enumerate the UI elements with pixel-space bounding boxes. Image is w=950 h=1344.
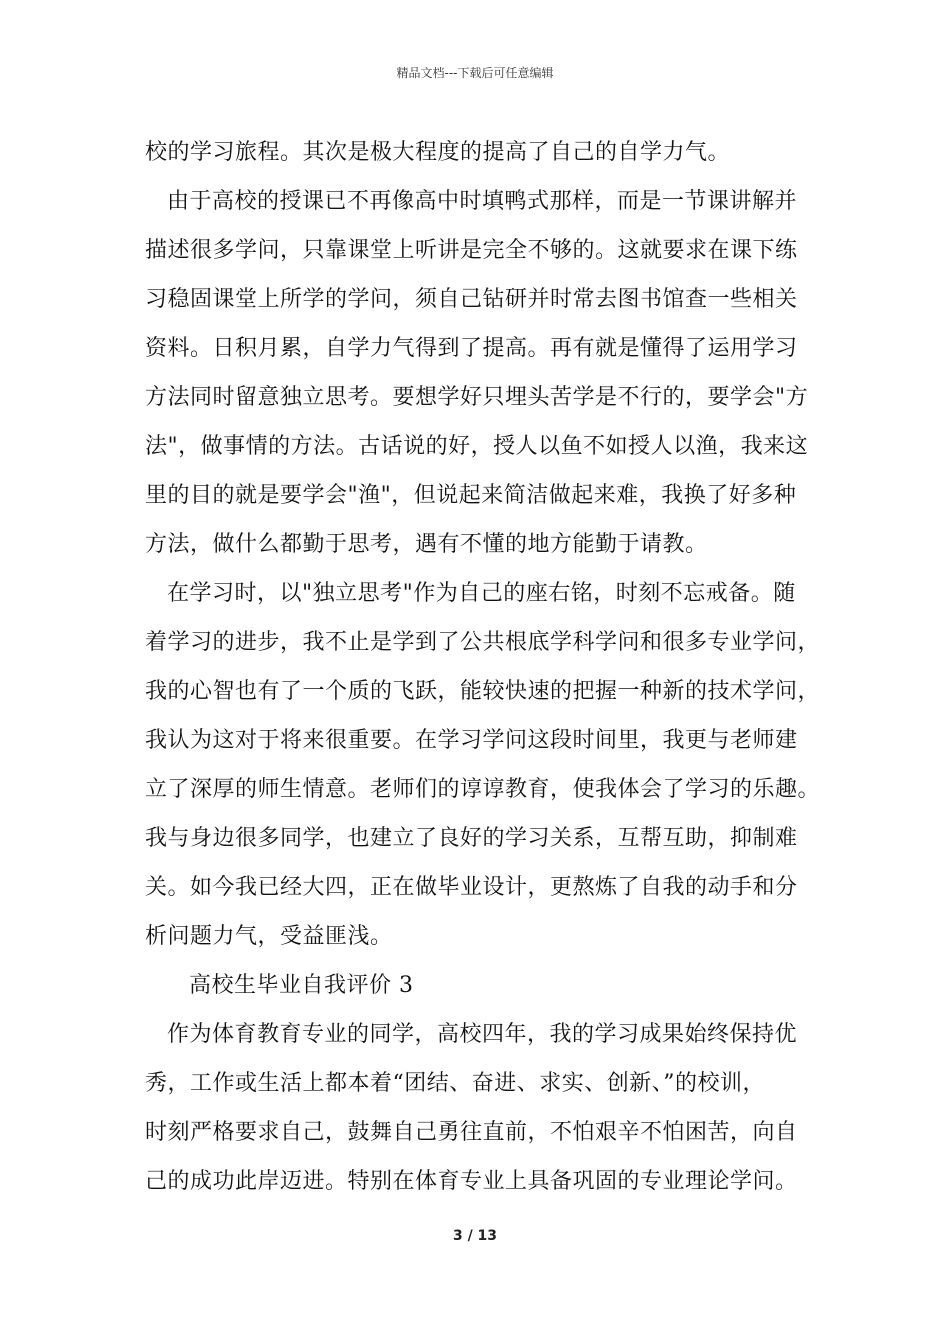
text-line: 由于高校的授课已不再像高中时填鸭式那样，而是一节课讲解并 [167,189,798,214]
text-line: 己的成功此岸迈进。特别在体育专业上具备巩固的专业理论学问。 [145,1169,798,1194]
section-heading: 高校生毕业自我评价 3 [189,973,414,998]
paragraph [145,177,825,569]
text-line: 时刻严格要求自己，鼓舞自己勇往直前，不怕艰辛不怕困苦，向自 [145,1120,798,1145]
page-header: 精品文档---下载后可任意编辑 [396,66,554,80]
text-line: 习稳固课堂上所学的学问，须自己钻研并时常去图书馆查一些相关 [145,287,798,312]
text-line: 作为体育教育专业的同学，高校四年，我的学习成果始终保持优 [167,1022,798,1047]
paragraph [145,128,825,177]
text-line: 立了深厚的师生情意。老师们的谆谆教育，使我体会了学习的乐趣。 [145,777,821,802]
text-line: 我的心智也有了一个质的飞跃，能较快速的把握一种新的技术学问， [145,679,821,704]
text-line: 秀，工作或生活上都本着“团结、奋进、求实、创新、”的校训， [145,1071,765,1096]
paragraph [145,569,825,961]
text-line: 校的学习旅程。其次是极大程度的提高了自己的自学力气。 [145,140,731,165]
text-line: 描述很多学问，只靠课堂上听讲是完全不够的。这就要求在课下练 [145,238,798,263]
paragraph [145,1010,825,1206]
text-line: 法"，做事情的方法。古话说的好，授人以鱼不如授人以渔，我来这 [145,434,809,459]
text-line: 方法同时留意独立思考。要想学好只埋头苦学是不行的，要学会"方 [145,385,809,410]
text-line: 我与身边很多同学，也建立了良好的学习关系，互帮互助，抑制难 [145,826,798,851]
text-line: 着学习的进步，我不止是学到了公共根底学科学问和很多专业学问， [145,630,821,655]
text-line: 方法，做什么都勤于思考，遇有不懂的地方能勤于请教。 [145,532,708,557]
text-line: 在学习时，以"独立思考"作为自己的座右铭，时刻不忘戒备。随 [167,581,796,606]
text-line: 资料。日积月累，自学力气得到了提高。再有就是懂得了运用学习 [145,336,798,361]
page-number: 3 / 13 [452,1228,498,1244]
document-body [145,128,825,1206]
text-line: 我认为这对于将来很重要。在学习学问这段时间里，我更与老师建 [145,728,798,753]
text-line: 关。如今我已经大四，正在做毕业设计，更熬炼了自我的动手和分 [145,875,798,900]
text-line: 里的目的就是要学会"渔"，但说起来简洁做起来难，我换了好多种 [145,483,797,508]
text-line: 析问题力气，受益匪浅。 [145,924,393,949]
